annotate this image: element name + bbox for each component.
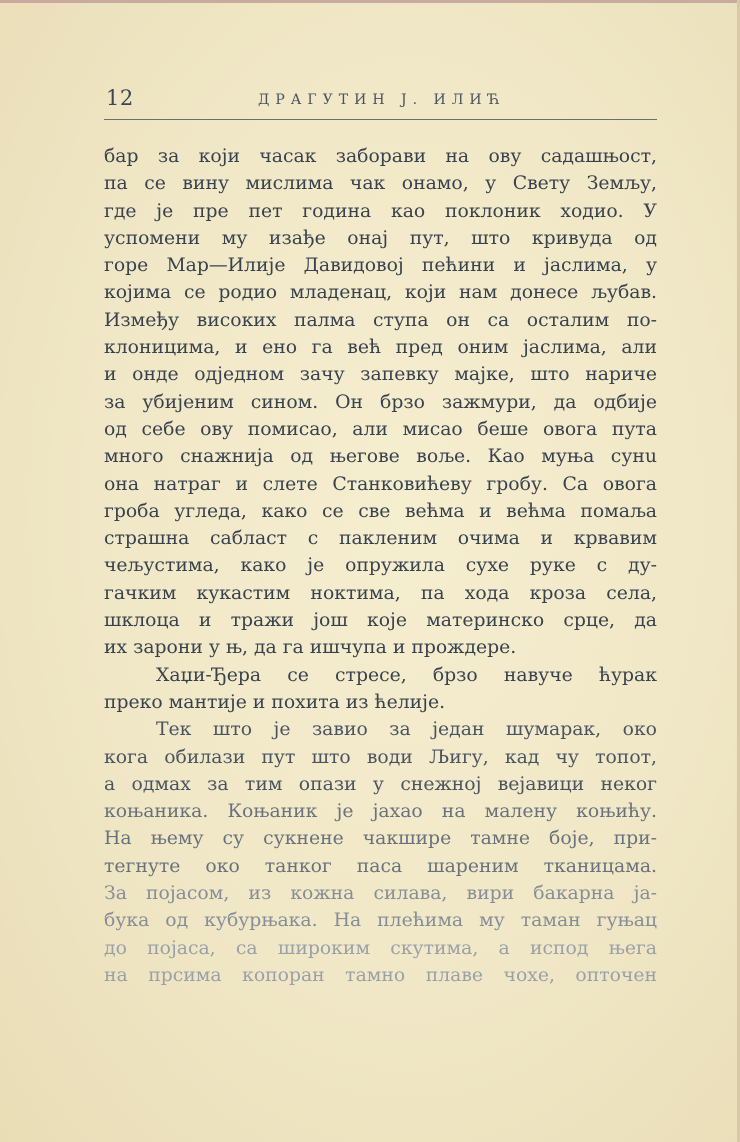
text-line: их зарони у њ, да га ишчупа и прождере. xyxy=(104,637,517,659)
text-line: шклоца и тражи још које материнско срце, да xyxy=(104,610,657,632)
text-line: гроба угледа, како се све већма и већма помаља xyxy=(104,500,657,522)
header-rule xyxy=(104,119,657,120)
text-line: па се вину мислима чак онамо, у Свету Земљу, xyxy=(104,173,657,195)
text-line: За појасом, из кожна силава, вири бакарна ја- xyxy=(104,883,657,905)
text-line: страшна сабласт с пакленим очима и крвавим xyxy=(104,528,657,550)
body-text xyxy=(104,143,657,989)
text-line: на прсима копоран тамно плаве чохе, опточен xyxy=(104,964,657,986)
page-top-edge xyxy=(0,0,740,3)
text-line: преко мантије и похита из ћелије. xyxy=(104,691,446,713)
text-line: бука од кубурњака. На плећима му таман гуњац xyxy=(104,910,657,932)
text-line: горе Мар—Илије Давидовој пећини и јаслима, у xyxy=(104,255,657,277)
text-line: чељустима, како је опружила сухе руке с ду- xyxy=(104,555,657,577)
text-line: и онде одједном зачу запевку мајке, што нариче xyxy=(104,364,657,386)
text-line: од себе ову помисао, али мисао беше овога пута xyxy=(104,418,657,440)
text-line: коњаника. Коњаник је јахао на малену коњићу. xyxy=(104,801,657,823)
page-number: 12 xyxy=(106,86,134,110)
text-line: много снажнија од његове воље. Као муња сунu xyxy=(104,446,657,468)
text-line: Тек што је завио за један шумарак, око xyxy=(156,719,657,741)
text-line: гачким кукастим ноктима, па хода кроза села, xyxy=(104,582,657,604)
text-line: где је пре пет година као поклоник ходио. У xyxy=(104,200,657,222)
text-line: Између високих палма ступа он са осталим по- xyxy=(104,309,657,331)
text-line: она натраг и слете Станковићеву гробу. Са овога xyxy=(104,473,657,495)
text-line: успомени му изађе онај пут, што кривуда од xyxy=(104,227,657,249)
text-line: а одмах за тим опази у снежној вејавици неког xyxy=(104,773,657,795)
text-line: На њему су сукнене чакшире тамне боје, при- xyxy=(104,828,657,850)
text-line: тегнуте око танког паса шареним тканицама. xyxy=(104,855,657,877)
text-line: за убијеним сином. Он брзо зажмури, да одбије xyxy=(104,391,657,413)
text-line: клоницима, и ено га већ пред оним јаслима, али xyxy=(104,337,657,359)
text-line: до појаса, са широким скутима, а испод њега xyxy=(104,937,657,959)
text-line: кога обилази пут што води Љигу, кад чу топот, xyxy=(104,746,657,768)
text-line: бар за који часак заборави на ову садашњост, xyxy=(104,146,657,167)
text-line: Хаџи-Ђера се стресе, брзо навуче ћурак xyxy=(156,664,657,686)
running-head: ДРАГУТИН Ј. ИЛИЋ xyxy=(258,92,506,108)
text-line: којима се родио младенац, који нам донесе љубав. xyxy=(104,282,657,304)
